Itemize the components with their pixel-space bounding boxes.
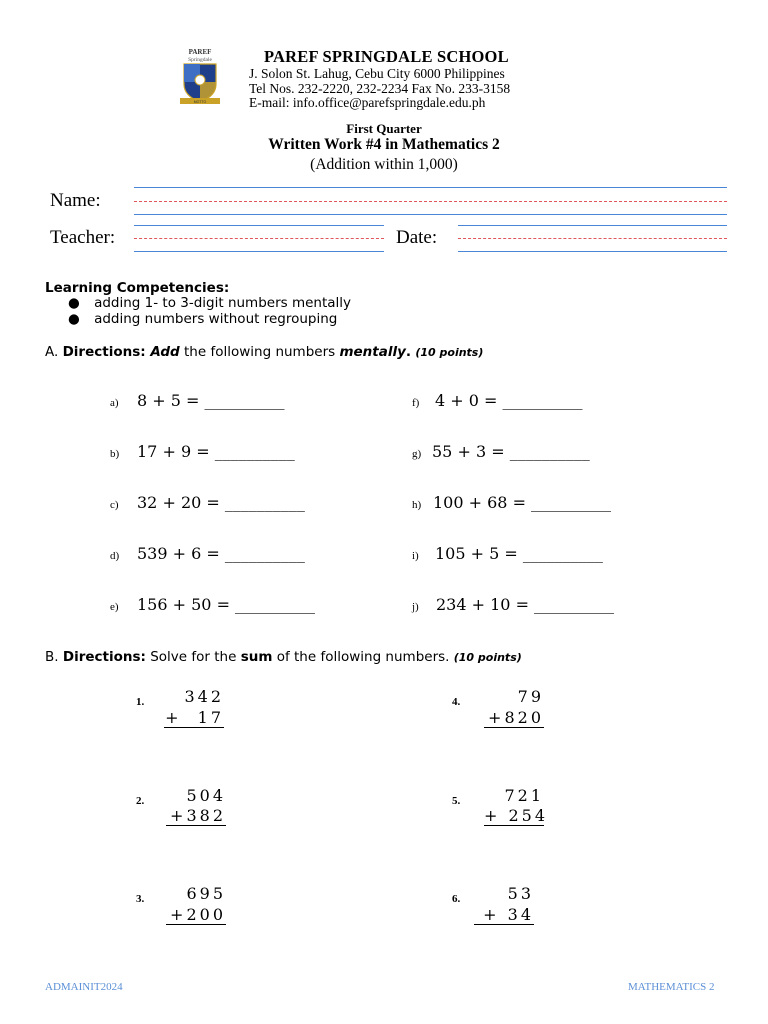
item-expression[interactable]: 8 + 5 = __________ <box>137 391 285 410</box>
item-letter: e) <box>110 601 119 613</box>
item-letter: g) <box>412 448 422 460</box>
teacher-field[interactable] <box>134 251 384 252</box>
competency-item <box>68 295 351 311</box>
section-b-directions <box>45 649 522 665</box>
item-letter: c) <box>110 499 119 511</box>
bullet-icon: ● <box>68 311 80 327</box>
worksheet-title: Written Work #4 in Mathematics 2 <box>268 136 500 153</box>
teacher-label: Teacher: <box>50 227 116 248</box>
school-name: PAREF SPRINGDALE SCHOOL <box>264 47 509 66</box>
worksheet-topic: (Addition within 1,000) <box>310 156 458 173</box>
directions-label: Directions: <box>62 344 151 360</box>
item-expression[interactable]: 156 + 50 = __________ <box>137 595 316 614</box>
date-label: Date: <box>396 227 438 248</box>
school-logo <box>170 46 230 108</box>
item-letter: i) <box>412 550 419 562</box>
addend-top: 721 <box>504 786 544 805</box>
directions-text: Solve for the <box>145 649 241 665</box>
directions-text: the following numbers <box>179 344 340 360</box>
svg-text:MOTTO: MOTTO <box>193 100 207 104</box>
section-a-prefix: A. <box>45 344 63 360</box>
item-letter: j) <box>412 601 419 613</box>
item-letter: a) <box>110 397 119 409</box>
competency-text: adding numbers without regrouping <box>94 311 338 327</box>
date-guide-line-mid <box>458 238 727 239</box>
name-field[interactable] <box>134 214 727 215</box>
competencies-heading: Learning Competencies: <box>45 280 230 296</box>
svg-text:Springdale: Springdale <box>188 57 212 63</box>
item-expression[interactable]: 100 + 68 = __________ <box>433 493 612 512</box>
addend-top: 53 <box>507 884 534 903</box>
item-letter: f) <box>412 397 420 409</box>
name-guide-line-mid <box>134 201 727 202</box>
date-guide-line-top <box>458 225 727 226</box>
name-label: Name: <box>50 190 101 211</box>
problem-number: 1. <box>136 696 145 708</box>
addend-bottom: + 17 <box>165 708 224 727</box>
school-email: E-mail: info.office@parefspringdale.edu.ph <box>249 95 486 110</box>
item-expression[interactable]: 55 + 3 = __________ <box>432 442 590 461</box>
date-field[interactable] <box>458 251 727 252</box>
section-b-prefix: B. <box>45 649 63 665</box>
item-expression[interactable]: 4 + 0 = __________ <box>435 391 583 410</box>
bullet-icon: ● <box>68 295 80 311</box>
problem-number: 6. <box>452 893 461 905</box>
addend-bottom: + 254 <box>484 806 549 825</box>
period: . <box>405 344 412 360</box>
teacher-guide-line-top <box>134 225 384 226</box>
competency-text: adding 1- to 3-digit numbers mentally <box>94 295 352 311</box>
item-letter: d) <box>110 550 120 562</box>
addend-bottom: +200 <box>166 905 226 925</box>
item-expression[interactable]: 234 + 10 = __________ <box>436 595 615 614</box>
mentally-word: mentally <box>339 344 406 360</box>
points-label: (10 points) <box>415 346 484 359</box>
addend-top: 79 <box>517 687 544 706</box>
name-guide-line-top <box>134 187 727 188</box>
addend-top: 504 <box>186 786 226 805</box>
addend-bottom: +820 <box>484 708 544 728</box>
school-address: J. Solon St. Lahug, Cebu City 6000 Philippines <box>249 66 505 81</box>
directions-label: Directions: <box>62 649 146 665</box>
addend-top: 695 <box>186 884 226 903</box>
add-word: Add <box>150 344 180 360</box>
points-label: (10 points) <box>453 651 522 664</box>
section-a-directions <box>45 344 483 360</box>
item-letter: h) <box>412 499 422 511</box>
sum-word: sum <box>240 649 273 665</box>
problem-number: 5. <box>452 795 461 807</box>
problem-number: 3. <box>136 893 145 905</box>
addend-bottom: +382 <box>166 806 226 826</box>
quarter-label: First Quarter <box>346 121 422 136</box>
problem-number: 2. <box>136 795 145 807</box>
addend-bottom: + 34 <box>474 905 534 925</box>
item-expression[interactable]: 32 + 20 = __________ <box>137 493 305 512</box>
item-letter: b) <box>110 448 120 460</box>
svg-text:PAREF: PAREF <box>188 48 212 56</box>
teacher-guide-line-mid <box>134 238 384 239</box>
item-expression[interactable]: 105 + 5 = __________ <box>435 544 603 563</box>
school-phone: Tel Nos. 232-2220, 232-2234 Fax No. 233-3158 <box>249 81 511 96</box>
addend-top: 342 <box>184 687 224 706</box>
item-expression[interactable]: 17 + 9 = __________ <box>137 442 295 461</box>
competency-item <box>68 311 337 327</box>
item-expression[interactable]: 539 + 6 = __________ <box>137 544 305 563</box>
footer-code: ADMAINIT2024 <box>45 981 123 993</box>
problem-number: 4. <box>452 696 461 708</box>
directions-text: of the following numbers. <box>272 649 454 665</box>
footer-subject: MATHEMATICS 2 <box>628 981 715 993</box>
